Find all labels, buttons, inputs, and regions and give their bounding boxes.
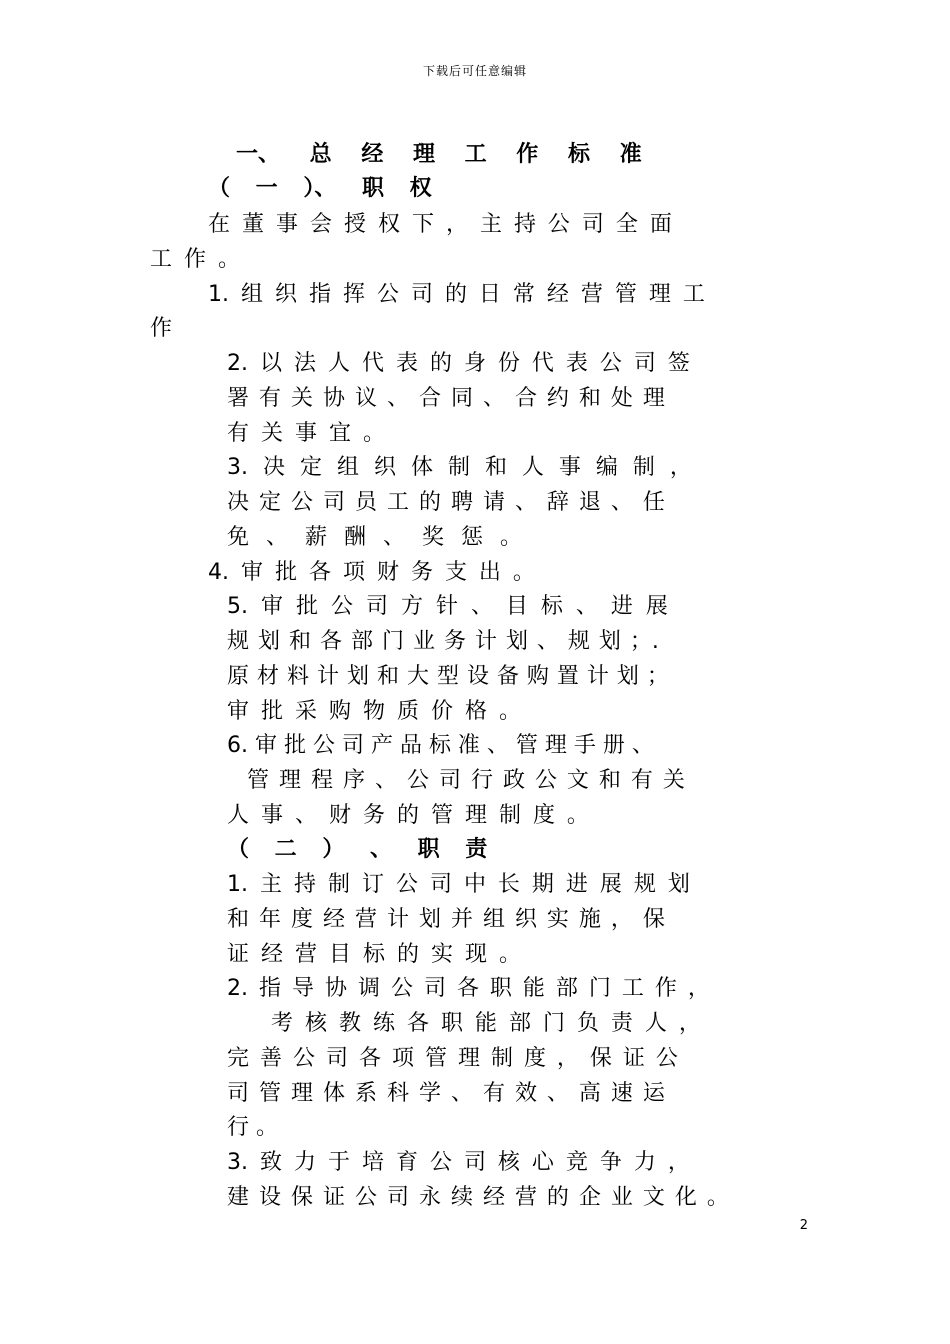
page-number: 2 bbox=[799, 1218, 808, 1233]
list-item-line: 建 设 保 证 公 司 永 续 经 营 的 企 业 文 化 。 bbox=[227, 1185, 729, 1210]
list-item-line: 行 。 bbox=[227, 1115, 278, 1140]
list-item-line: 人 事 、 财 务 的 管 理 制 度 。 bbox=[227, 803, 589, 828]
paragraph-line: 工 作 。 bbox=[150, 247, 240, 272]
list-item-line: 1. 主 持 制 订 公 司 中 长 期 进 展 规 划 bbox=[227, 872, 690, 897]
list-item-line: 免 、 薪 酬 、 奖 惩 。 bbox=[227, 525, 522, 550]
page-header: 下载后可任意编辑 bbox=[422, 64, 527, 78]
list-item-line: 规 划 和 各 部 门 业 务 计 划 、 规 划 ；. bbox=[227, 629, 659, 654]
list-item-line: 3. 决 定 组 织 体 制 和 人 事 编 制 ， bbox=[227, 455, 692, 480]
list-item-line: 2. 指 导 协 调 公 司 各 职 能 部 门 工 作 ， bbox=[227, 976, 710, 1001]
list-item-line: 管 理 程 序 、 公 司 行 政 公 文 和 有 关 bbox=[247, 768, 685, 793]
list-item-line: 原 材 料 计 划 和 大 型 设 备 购 置 计 划 ； bbox=[227, 664, 669, 689]
list-item-line: 1. 组 织 指 挥 公 司 的 日 常 经 营 管 理 工 bbox=[208, 282, 705, 307]
list-item-line: 有 关 事 宜 。 bbox=[227, 421, 385, 446]
list-item-line: 审 批 采 购 物 质 价 格 。 bbox=[227, 699, 521, 724]
list-item-line: 2. 以 法 人 代 表 的 身 份 代 表 公 司 签 bbox=[227, 351, 690, 376]
list-item-line: 和 年 度 经 营 计 划 并 组 织 实 施 ， 保 bbox=[227, 907, 665, 932]
list-item-line: 决 定 公 司 员 工 的 聘 请 、 辞 退 、 任 bbox=[227, 490, 665, 515]
list-item-line: 6. 审 批 公 司 产 品 标 准 、 管 理 手 册 、 bbox=[227, 733, 654, 758]
list-item-line: 证 经 营 目 标 的 实 现 。 bbox=[227, 942, 521, 967]
subsection-title-powers: （ 一 ）、 职 权 bbox=[208, 176, 432, 201]
subsection-title-duties: （ 二 ） 、 职 责 bbox=[227, 837, 488, 862]
list-item-line: 4. 审 批 各 项 财 务 支 出 。 bbox=[208, 560, 535, 585]
list-item-line: 5. 审 批 公 司 方 针 、 目 标 、 进 展 bbox=[227, 594, 668, 619]
list-item-line: 司 管 理 体 系 科 学 、 有 效 、 高 速 运 bbox=[227, 1081, 665, 1106]
list-item-line: 3. 致 力 于 培 育 公 司 核 心 竞 争 力 ， bbox=[227, 1150, 690, 1175]
list-item-line: 考 核 教 练 各 职 能 部 门 负 责 人 ， bbox=[271, 1011, 701, 1036]
list-item-line: 完 善 公 司 各 项 管 理 制 度 ， 保 证 公 bbox=[227, 1046, 678, 1071]
paragraph-line: 在 董 事 会 授 权 下 ， 主 持 公 司 全 面 bbox=[208, 212, 672, 237]
list-item-line: 署 有 关 协 议 、 合 同 、 合 约 和 处 理 bbox=[227, 386, 665, 411]
section-title: 一、 总 经 理 工 作 标 准 bbox=[236, 142, 642, 167]
list-item-line: 作 bbox=[150, 316, 173, 341]
